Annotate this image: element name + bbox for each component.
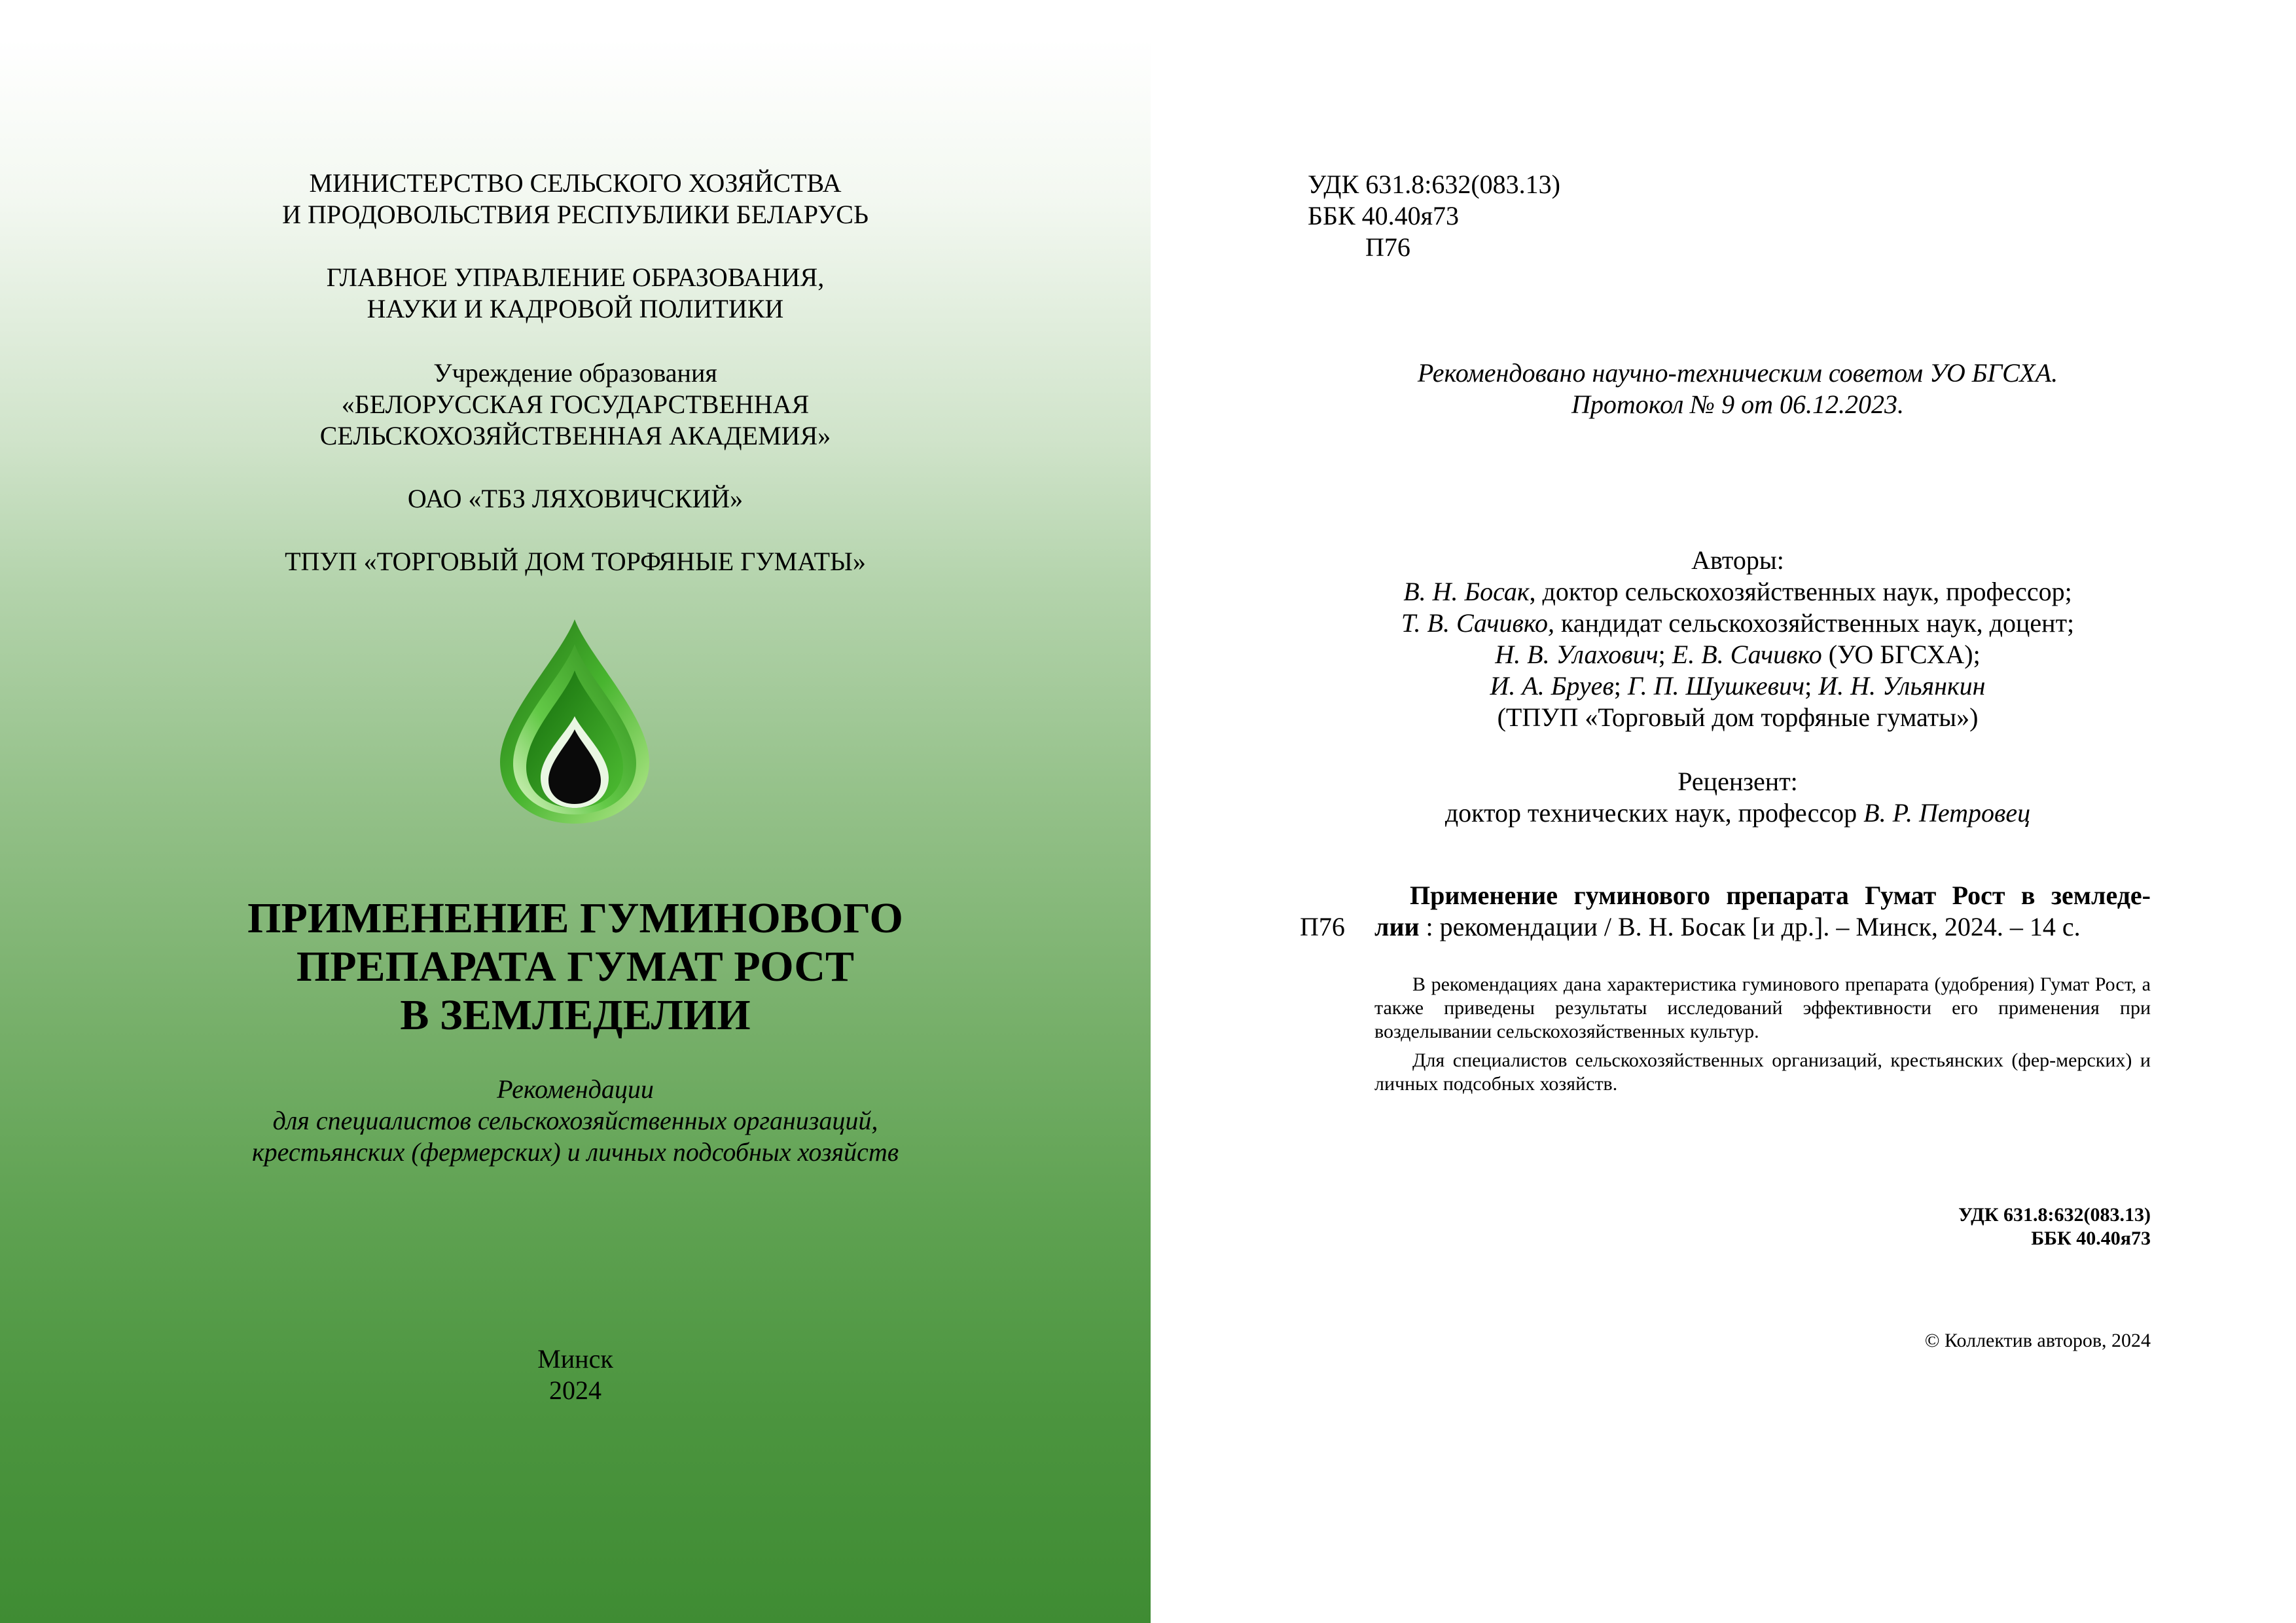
biblio-code: П76 (1300, 912, 1345, 941)
book-title-line-3: В ЗЕМЛЕДЕЛИИ (400, 991, 751, 1039)
recommended-note (1302, 357, 2173, 420)
authors-label: Авторы: (1691, 545, 1784, 575)
department-line-1: ГЛАВНОЕ УПРАВЛЕНИЕ ОБРАЗОВАНИЯ, (326, 263, 825, 292)
author-7-name: И. Н. Ульянкин (1818, 671, 1986, 701)
author-5-name: И. А. Бруев (1490, 671, 1614, 701)
reviewer-block (1302, 766, 2173, 829)
audience-line-1: для специалистов сельскохозяйственных организаций, (272, 1106, 878, 1135)
author-1-desc: , доктор сельскохозяйственных наук, профессор; (1529, 577, 2072, 606)
publication-year: 2024 (549, 1376, 601, 1405)
publication-city: Минск (537, 1344, 613, 1374)
abstract-paragraph-2: Для специалистов сельскохозяйственных организаций, крестьянских (фер-мерских) и личных подсобных хозяйств. (1374, 1049, 2151, 1095)
biblio-rest: : рекомендации / В. Н. Босак [и др.]. – Минск, 2024. – 14 с. (1419, 912, 2081, 941)
biblio-line-2 (1374, 911, 2081, 943)
peat-drop-logo-icon (497, 618, 652, 825)
authors-organization: (ТПУП «Торговый дом торфяные гуматы») (1497, 702, 1979, 732)
book-title (0, 894, 1151, 1040)
institution-header (0, 357, 1151, 452)
author-3-name: Н. В. Улахович (1495, 640, 1659, 669)
authors-block (1302, 545, 2173, 733)
biblio-title-line-2: лии (1374, 912, 1420, 941)
institution-line-2: «БЕЛОРУССКАЯ ГОСУДАРСТВЕННАЯ (341, 390, 810, 419)
reviewer-label: Рецензент: (1677, 767, 1798, 796)
book-title-line-2: ПРЕПАРАТА ГУМАТ РОСТ (296, 943, 855, 991)
audience-note (0, 1105, 1151, 1168)
bbk-index: ББК 40.40я73 (1308, 201, 1460, 230)
author-line-4 (1302, 670, 2173, 702)
organization-2: ТПУП «ТОРГОВЫЙ ДОМ ТОРФЯНЫЕ ГУМАТЫ» (285, 547, 866, 576)
reviewer-line (1302, 797, 2173, 829)
book-title-line-1: ПРИМЕНЕНИЕ ГУМИНОВОГО (247, 894, 903, 942)
author-4-name: Е. В. Сачивко (1672, 640, 1822, 669)
audience-line-2: крестьянских (фермерских) и личных подсобных хозяйств (251, 1137, 899, 1167)
udk-index-bold: УДК 631.8:632(083.13) (1958, 1204, 2151, 1226)
organization-1: ОАО «ТБЗ ЛЯХОВИЧСКИЙ» (407, 484, 744, 513)
author-separator: ; (1658, 640, 1672, 669)
author-1-name: В. Н. Босак (1403, 577, 1530, 606)
author-line-2 (1302, 608, 2173, 639)
author-6-name: Г. П. Шушкевич (1627, 671, 1805, 701)
reviewer-desc: доктор технических наук, профессор (1444, 798, 1864, 828)
biblio-title-line-1: Применение гуминового препарата Гумат Рост в земледе- (1410, 881, 2151, 910)
department-header (0, 262, 1151, 325)
department-line-2: НАУКИ И КАДРОВОЙ ПОЛИТИКИ (367, 294, 784, 323)
author-mark: П76 (1365, 232, 1410, 262)
recommended-line-2: Протокол № 9 от 06.12.2023. (1571, 390, 1904, 419)
author-line-1 (1302, 576, 2173, 608)
author-separator: ; (1613, 671, 1628, 701)
bbk-index-bold: ББК 40.40я73 (2031, 1228, 2151, 1249)
ministry-line-2: И ПРОДОВОЛЬСТВИЯ РЕСПУБЛИКИ БЕЛАРУСЬ (282, 200, 869, 229)
recommended-line-1: Рекомендовано научно-техническим советом УО БГСХА. (1417, 358, 2058, 388)
author-separator: ; (1804, 671, 1819, 701)
udk-index: УДК 631.8:632(083.13) (1308, 170, 1560, 199)
author-2-desc: кандидат сельскохозяйственных наук, доцент; (1554, 608, 2075, 638)
author-line-3 (1302, 639, 2173, 670)
copyright-notice: © Коллектив авторов, 2024 (1924, 1330, 2151, 1351)
abstract-paragraph-1: В рекомендациях дана характеристика гуминового препарата (удобрения) Гумат Рост, а также приведены результаты исследований эффективности его применения при возделывании сельскохозяйственных культур. (1374, 974, 2151, 1042)
institution-line-3: СЕЛЬСКОХОЗЯЙСТВЕННАЯ АКАДЕМИЯ» (319, 421, 831, 450)
ministry-header (0, 168, 1151, 230)
author-2-name: Т. В. Сачивко, (1401, 608, 1555, 638)
ministry-line-1: МИНИСТЕРСТВО СЕЛЬСКОГО ХОЗЯЙСТВА (309, 168, 842, 198)
institution-line-1: Учреждение образования (433, 358, 717, 388)
author-4-desc: (УО БГСХА); (1821, 640, 1981, 669)
reviewer-name: В. Р. Петровец (1863, 798, 2031, 828)
book-subtitle: Рекомендации (497, 1074, 654, 1104)
